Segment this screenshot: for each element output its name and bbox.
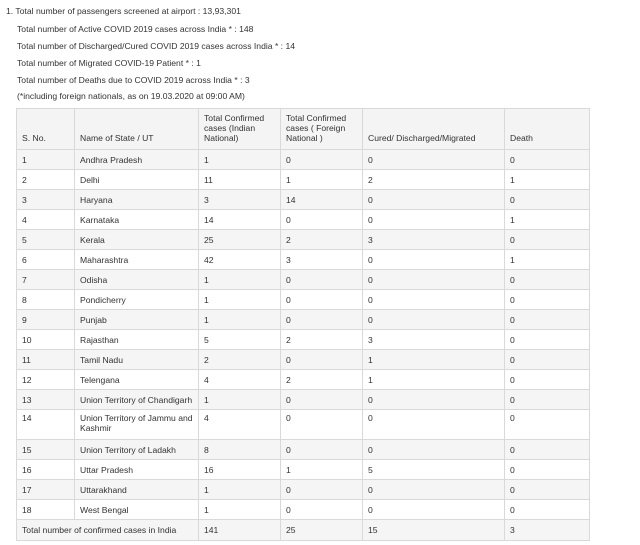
- header-cured: Cured/ Discharged/Migrated: [363, 109, 505, 150]
- total-label: Total number of confirmed cases in India: [17, 520, 199, 541]
- cell-sno: 4: [17, 210, 75, 230]
- cell-confirmed-foreign: 0: [281, 150, 363, 170]
- cell-cured: 0: [363, 270, 505, 290]
- cell-cured: 3: [363, 230, 505, 250]
- table-row: [17, 500, 590, 520]
- cell-death: 0: [505, 480, 590, 500]
- cell-confirmed-indian: 5: [199, 330, 281, 350]
- cell-death: 0: [505, 330, 590, 350]
- cell-sno: 10: [17, 330, 75, 350]
- table-row: [17, 210, 590, 230]
- cell-sno: 3: [17, 190, 75, 210]
- table-row: [17, 440, 590, 460]
- cell-confirmed-indian: 4: [199, 410, 281, 440]
- cell-death: 0: [505, 440, 590, 460]
- cell-state: Union Territory of Chandigarh: [75, 390, 199, 410]
- cell-death: 1: [505, 210, 590, 230]
- cell-sno: 9: [17, 310, 75, 330]
- cell-confirmed-foreign: 3: [281, 250, 363, 270]
- table-row: [17, 230, 590, 250]
- cell-sno: 18: [17, 500, 75, 520]
- cell-confirmed-indian: 4: [199, 370, 281, 390]
- cell-sno: 14: [17, 410, 75, 440]
- cell-death: 0: [505, 390, 590, 410]
- cell-cured: 5: [363, 460, 505, 480]
- cell-sno: 11: [17, 350, 75, 370]
- cell-state: Pondicherry: [75, 290, 199, 310]
- cell-confirmed-foreign: 0: [281, 440, 363, 460]
- cell-confirmed-indian: 1: [199, 390, 281, 410]
- table-row: [17, 330, 590, 350]
- cell-sno: 6: [17, 250, 75, 270]
- state-cases-table: [16, 108, 590, 541]
- cell-cured: 1: [363, 350, 505, 370]
- cell-confirmed-foreign: 1: [281, 460, 363, 480]
- deaths-text: Total number of Deaths due to COVID 2019 across India * : 3: [17, 75, 250, 85]
- total-foreign: 25: [281, 520, 363, 541]
- cell-confirmed-foreign: 0: [281, 500, 363, 520]
- cell-sno: 7: [17, 270, 75, 290]
- cell-confirmed-foreign: 0: [281, 290, 363, 310]
- cell-state: Union Territory of Jammu and Kashmir: [75, 410, 199, 440]
- cell-confirmed-indian: 3: [199, 190, 281, 210]
- cell-death: 0: [505, 290, 590, 310]
- cell-cured: 0: [363, 500, 505, 520]
- summary-stats: [0, 0, 640, 104]
- cell-cured: 0: [363, 310, 505, 330]
- table-row: [17, 370, 590, 390]
- cell-cured: 0: [363, 480, 505, 500]
- total-cured: 15: [363, 520, 505, 541]
- table-row: [17, 410, 590, 440]
- cell-confirmed-indian: 14: [199, 210, 281, 230]
- cell-death: 0: [505, 460, 590, 480]
- cell-death: 0: [505, 230, 590, 250]
- cell-state: Delhi: [75, 170, 199, 190]
- cell-state: Rajasthan: [75, 330, 199, 350]
- cell-cured: 1: [363, 370, 505, 390]
- cell-confirmed-foreign: 0: [281, 350, 363, 370]
- cell-state: Kerala: [75, 230, 199, 250]
- header-state: Name of State / UT: [75, 109, 199, 150]
- cell-confirmed-indian: 1: [199, 290, 281, 310]
- cell-confirmed-foreign: 2: [281, 330, 363, 350]
- cell-sno: 15: [17, 440, 75, 460]
- cell-confirmed-indian: 11: [199, 170, 281, 190]
- cell-confirmed-foreign: 0: [281, 210, 363, 230]
- total-row: [17, 520, 590, 541]
- cell-cured: 0: [363, 150, 505, 170]
- cell-state: Telengana: [75, 370, 199, 390]
- cell-confirmed-foreign: 2: [281, 230, 363, 250]
- cell-death: 1: [505, 170, 590, 190]
- cell-state: Maharashtra: [75, 250, 199, 270]
- cell-cured: 0: [363, 390, 505, 410]
- footnote-text: (*including foreign nationals, as on 19.03.2020 at 09:00 AM): [17, 91, 245, 101]
- header-confirmed-foreign: Total Confirmed cases ( Foreign National ): [281, 109, 363, 150]
- cell-death: 0: [505, 350, 590, 370]
- cell-cured: 0: [363, 410, 505, 440]
- cell-confirmed-indian: 1: [199, 150, 281, 170]
- cell-state: Punjab: [75, 310, 199, 330]
- cell-sno: 5: [17, 230, 75, 250]
- cell-confirmed-indian: 1: [199, 500, 281, 520]
- cell-cured: 0: [363, 250, 505, 270]
- cell-death: 0: [505, 500, 590, 520]
- cell-confirmed-foreign: 2: [281, 370, 363, 390]
- table-row: [17, 310, 590, 330]
- cell-state: Uttarakhand: [75, 480, 199, 500]
- cell-sno: 2: [17, 170, 75, 190]
- cell-death: 0: [505, 310, 590, 330]
- cell-state: Andhra Pradesh: [75, 150, 199, 170]
- table-body: [17, 150, 590, 520]
- active-cases-text: Total number of Active COVID 2019 cases across India * : 148: [17, 24, 254, 34]
- table-row: [17, 480, 590, 500]
- cell-confirmed-indian: 25: [199, 230, 281, 250]
- cell-cured: 0: [363, 440, 505, 460]
- cell-sno: 16: [17, 460, 75, 480]
- cell-confirmed-foreign: 0: [281, 310, 363, 330]
- table-row: [17, 350, 590, 370]
- cell-confirmed-indian: 1: [199, 480, 281, 500]
- cell-confirmed-foreign: 0: [281, 390, 363, 410]
- table-header-row: [17, 109, 590, 150]
- cell-confirmed-indian: 1: [199, 270, 281, 290]
- cell-state: Haryana: [75, 190, 199, 210]
- cell-death: 0: [505, 190, 590, 210]
- header-sno: S. No.: [17, 109, 75, 150]
- cell-sno: 17: [17, 480, 75, 500]
- cell-confirmed-indian: 16: [199, 460, 281, 480]
- total-indian: 141: [199, 520, 281, 541]
- table-row: [17, 460, 590, 480]
- cell-state: West Bengal: [75, 500, 199, 520]
- cell-cured: 0: [363, 290, 505, 310]
- cell-confirmed-foreign: 14: [281, 190, 363, 210]
- cell-sno: 13: [17, 390, 75, 410]
- table-row: [17, 290, 590, 310]
- cell-confirmed-foreign: 0: [281, 270, 363, 290]
- table-row: [17, 250, 590, 270]
- cell-state: Karnataka: [75, 210, 199, 230]
- cell-confirmed-indian: 1: [199, 310, 281, 330]
- cell-sno: 1: [17, 150, 75, 170]
- cell-sno: 12: [17, 370, 75, 390]
- cell-confirmed-foreign: 0: [281, 410, 363, 440]
- table-row: [17, 150, 590, 170]
- cell-cured: 2: [363, 170, 505, 190]
- cell-state: Union Territory of Ladakh: [75, 440, 199, 460]
- cell-cured: 0: [363, 190, 505, 210]
- cell-sno: 8: [17, 290, 75, 310]
- table-row: [17, 170, 590, 190]
- table-row: [17, 190, 590, 210]
- cell-state: Odisha: [75, 270, 199, 290]
- cell-cured: 0: [363, 210, 505, 230]
- cell-confirmed-indian: 8: [199, 440, 281, 460]
- header-confirmed-indian: Total Confirmed cases (Indian National): [199, 109, 281, 150]
- migrated-patient-text: Total number of Migrated COVID-19 Patient * : 1: [17, 58, 201, 68]
- total-death: 3: [505, 520, 590, 541]
- cell-confirmed-foreign: 0: [281, 480, 363, 500]
- cell-confirmed-foreign: 1: [281, 170, 363, 190]
- cell-death: 0: [505, 270, 590, 290]
- cell-state: Uttar Pradesh: [75, 460, 199, 480]
- cell-confirmed-indian: 2: [199, 350, 281, 370]
- cell-state: Tamil Nadu: [75, 350, 199, 370]
- table-row: [17, 390, 590, 410]
- cell-cured: 3: [363, 330, 505, 350]
- cell-death: 0: [505, 410, 590, 440]
- cell-death: 0: [505, 150, 590, 170]
- cell-confirmed-indian: 42: [199, 250, 281, 270]
- cell-death: 1: [505, 250, 590, 270]
- cell-death: 0: [505, 370, 590, 390]
- table-row: [17, 270, 590, 290]
- header-death: Death: [505, 109, 590, 150]
- discharged-cases-text: Total number of Discharged/Cured COVID 2019 cases across India * : 14: [17, 41, 296, 51]
- passengers-screened-text: 1. Total number of passengers screened at airport : 13,93,301: [6, 6, 241, 16]
